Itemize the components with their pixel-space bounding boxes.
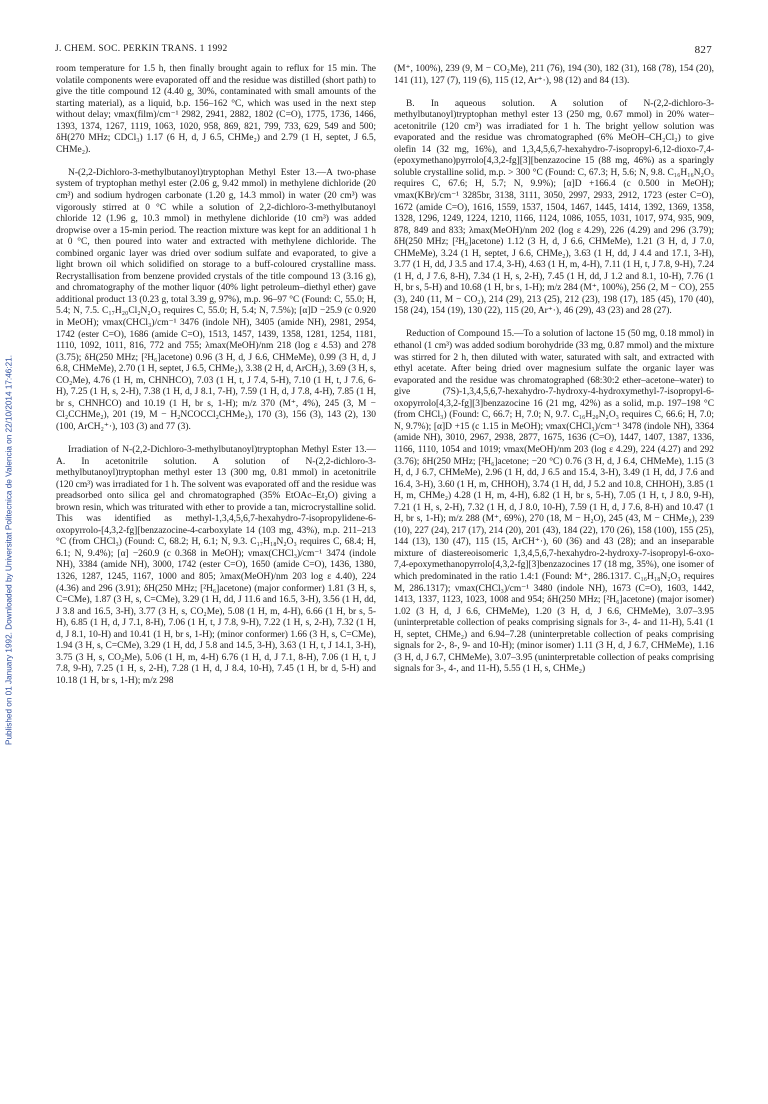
paragraph-mass-spec-continued: (M⁺, 100%), 239 (9, M − CO₂Me), 211 (76), 194 (30), 182 (31), 168 (78), 154 (20), 141 (11), 127 (7), 119 (6), 115 (12, Ar⁺·), 98 (12) and 84 (13). (394, 64, 714, 86)
page-header (55, 44, 712, 60)
right-column (394, 64, 714, 687)
paragraph-irradiation-aqueous: B. In aqueous solution. A solution of N-(2,2-dichloro-3-methylbutanoyl)tryptophan methyl ester 13 (250 mg, 0.67 mmol) in 20% water–acetonitrile (120 cm³) was irradiated for 1 h. The bright yellow solution was evaporated and the residue was chromatographed (6% MeOH–CH₂Cl₂) to give olefin 14 (32 mg, 16%), and 1,3,4,5,6,7-hexahydro-7-isopropyl-6,12-dioxo-7,4-(epoxymethano)pyrrolo[4,3,2-fg][3][benzazocine 15 (88 mg, 46%) as a sparingly soluble crystalline solid, m.p. > 300 °C (Found: C, 67.3; H, 5.6; N, 9.8. C₁₆H₁₆N₂O₃ requires C, 67.6; H, 5.7; N, 9.9%); [α]D +166.4 (c 0.500 in MeOH); νmax(KBr)/cm⁻¹ 3285br, 3138, 3111, 3050, 2997, 2933, 2912, 1723 (ester C=O), 1672 (amide C=O), 1616, 1559, 1537, 1504, 1467, 1445, 1414, 1392, 1369, 1358, 1328, 1296, 1249, 1224, 1210, 1166, 1124, 1086, 1055, 1031, 1017, 974, 935, 909, 878, 849 and 833; λmax(MeOH)/nm 202 (log ε 4.29), 226 (4.29) and 296 (3.79); δH(250 MHz; [²H₆]acetone) 1.12 (3 H, d, J 6.6, CHMeMe), 1.21 (3 H, d, J 7.0, CHMeMe), 3.24 (1 H, septet, J 6.6, CHMe₂), 3.63 (1 H, dd, J 4.4 and 17.1, 3-H), 3.77 (1 H, dd, J 3.5 and 17.4, 3-H), 4.63 (1 H, m, 4-H), 7.11 (1 H, t, J 7.8, 9-H), 7.24 (1 H, d, J 7.6, 8-H), 7.34 (1 H, s, 2-H), 7.45 (1 H, dd, J 1.2 and 8.1, 10-H), 7.76 (1 H, br s, 5-H) and 10.68 (1 H, br s, 1-H); m/z 284 (M⁺, 100%), 256 (2, M − CO), 255 (3), 240 (11, M − CO₂), 214 (29), 213 (25), 212 (23), 198 (17), 185 (45), 170 (40), 158 (24), 154 (19), 130 (22), 115 (20, Ar⁺·), 46 (29), 43 (23) and 28 (27). (394, 98, 714, 317)
page-number: 827 (694, 44, 712, 56)
paragraph-irradiation-acetonitrile: Irradiation of N-(2,2-Dichloro-3-methylbutanoyl)tryptophan Methyl Ester 13.—A. In acetonitrile solution. A solution of N-(2,2-dichloro-3-methylbutanoyl)tryptophan methyl ester 13 (300 mg, 0.81 mmol) in acetonitrile (120 cm³) was irradiated for 1 h. The solvent was evaporated off and the residue was preadsorbed onto silica gel and chromatographed (35% EtOAc–Et₂O) giving a brown resin, which was triturated with ether to provide a tan, microcrystalline solid. This was identified as methyl-1,3,4,5,6,7-hexahydro-7-isopropylidene-6-oxopyrrolo-[4,3,2-fg][benzazocine-4-carboxylate 14 (103 mg, 43%), m.p. 211–213 °C (from CHCl₃) (Found: C, 68.2; H, 6.1; N, 9.3. C₁₇H₁₈N₂O₃ requires C, 68.4; H, 6.1; N, 9.4%); [α] −260.9 (c 0.368 in MeOH); νmax(CHCl₃)/cm⁻¹ 3474 (indole NH), 3384 (amide NH), 3000, 1742 (ester C=O), 1650 (amide C=O), 1436, 1380, 1326, 1287, 1245, 1167, 1000 and 805; λmax(MeOH)/nm 203 log ε 4.40), 224 (4.36) and 296 (3.91); δH(250 MHz; [²H₆]acetone) (major conformer) 1.81 (3 H, s, C=CMe), 1.87 (3 H, s, C=CMe), 3.29 (1 H, dd, J 11.6 and 16.5, 3-H), 3.56 (1 H, dd, J 3.8 and 16.5, 3-H), 3.77 (3 H, s, CO₂Me), 5.08 (1 H, m, 4-H), 6.66 (1 H, br s, 5-H), 6.85 (1 H, d, J 7.1, 8-H), 7.06 (1 H, t, J 7.8, 9-H), 7.22 (1 H, s, 2-H), 7.32 (1 H, d, J 8.1, 10-H) and 10.41 (1 H, br s, 1-H); (minor conformer) 1.66 (3 H, s, C=CMe), 1.94 (3 H, s, C=CMe), 3.29 (1 H, dd, J 5.8 and 14.5, 3-H), 3.63 (1 H, t, J 14.1, 3-H), 3.75 (3 H, s, CO₂Me), 5.06 (1 H, m, 4-H) 6.76 (1 H, d, J 7.1, 8-H), 7.06 (1 H, t, J 7.8, 9-H), 7.25 (1 H, s, 2-H), 7.28 (1 H, d, J 8.4, 10-H), 7.45 (1 H, br d, 5-H) and 10.18 (1 H, br s, 1-H); m/z 298 (56, 444, 376, 686)
publication-sidebar (0, 120, 18, 980)
left-column (56, 64, 376, 699)
paragraph-compound-13-synthesis: N-(2,2-Dichloro-3-methylbutanoyl)tryptophan Methyl Ester 13.—A two-phase system of tryptophan methyl ester (2.06 g, 9.42 mmol) in methylene dichloride (20 cm³) and sodium hydrogen carbonate (1.20 g, 14.3 mmol) in water (20 cm³) was vigorously stirred at 0 °C while a solution of 2,2-dichloro-3-methylbutanoyl chloride 12 (1.96 g, 10.3 mmol) in methylene dichloride (10 cm³) was added dropwise over a 15-min period. The reaction mixture was kept for an additional 1 h at 0 °C, then poured into water and extracted with methylene dichloride. The combined organic layer was dried over sodium sulfate and evaporated, to give a light brown oil which solidified on storage to a buff-coloured crystalline mass. Recrystallisation from benzene provided crystals of the title compound 13 (3.16 g), and chromatography of the mother liquor (40% light petroleum–diethyl ether) gave additional product 13 (0.23 g, total 3.39 g, 97%), m.p. 96–97 °C (Found: C, 55.0; H, 5.4; N, 7.5. C₁₇H₂₀Cl₂N₂O₃ requires C, 55.0; H, 5.4; N, 7.5%); [α]D −25.9 (c 0.920 in MeOH); νmax(CHCl₃)/cm⁻¹ 3476 (indole NH), 3405 (amide NH), 2981, 2954, 1742 (ester C=O), 1686 (amide C=O), 1513, 1457, 1439, 1358, 1281, 1254, 1181, 1110, 1092, 1011, 816, 772 and 755; λmax(MeOH)/nm 218 (log ε 4.53) and 278 (3.75); δH(250 MHz; [²H₆]acetone) 0.96 (3 H, d, J 6.6, CHMeMe), 0.99 (3 H, d, J 6.8, CHMeMe), 2.70 (1 H, septet, J 6.5, CHMe₂), 3.38 (2 H, d, ArCH₂), 3.69 (3 H, s, CO₂Me), 4.76 (1 H, m, CHNHCO), 7.03 (1 H, t, J 7.4, 5-H), 7.10 (1 H, t, J 7.6, 6-H), 7.25 (1 H, s, 2-H), 7.38 (1 H, d, J 8.1, 7-H), 7.59 (1 H, d, J 7.8, 4-H), 7.85 (1 H, br s, CHNHCO) and 10.19 (1 H, br s, 1-H); m/z 370 (M⁺, 4%), 245 (3, M − Cl₂CCHMe₂), 201 (19, M − H₂NCOCCl₂CHMe₂), 170 (3), 156 (3), 143 (2), 130 (100, ArCH₂⁺·), 103 (3) and 77 (3). (56, 167, 376, 432)
publication-notice: Published on 01 January 1992. Downloaded by Universitat Politecnica de Valencia on 22/10/2014 17:46:21. (4, 355, 14, 745)
journal-running-head: J. CHEM. SOC. PERKIN TRANS. 1 1992 (55, 44, 228, 54)
paragraph-reduction-compound-15: Reduction of Compound 15.—To a solution of lactone 15 (50 mg, 0.18 mmol) in ethanol (1 cm³) was added sodium borohydride (33 mg, 0.87 mmol) and the mixture was stirred for 2 h, then diluted with water, saturated with salt, and extracted with ethyl acetate. After being dried over magnesium sulfate the organic layer was evaporated and the residue was chromatographed (68:30:2 ether–acetone–water) to give (7S)-1,3,4,5,6,7-hexahydro-7-hydroxy-4-hydroxymethyl-7-isopropyl-6-oxopyrrolo[4,3,2-fg][3]benzazocine 16 (21 mg, 42%) as a solid, m.p. 197–198 °C (from CHCl₃) (Found: C, 66.7; H, 7.0; N, 9.7. C₁₆H₂₀N₂O₃ requires C, 66.6; H, 7.0; N, 9.7%); [α]D +15 (c 1.15 in MeOH); νmax(CHCl₃)/cm⁻¹ 3478 (indole NH), 3364 (amide NH), 3010, 2967, 2938, 2877, 1675, 1636 (C=O), 1447, 1407, 1387, 1336, 1166, 1110, 1054 and 1019; νmax(MeOH)/nm 203 (log ε 4.29), 224 (4.27) and 292 (3.76); δH(250 MHz; [²H₆]acetone; −20 °C) 0.76 (3 H, d, J 6.4, CHMeMe), 1.15 (3 H, d, J 6.7, CHMeMe), 2.96 (1 H, dd, J 6.5 and 15.4, 3-H), 3.49 (1 H, dd, J 7.6 and 16.4, 3-H), 3.60 (1 H, m, CHHOH), 3.74 (1 H, dd, J 5.2 and 10.8, CHHOH), 3.85 (1 H, m, CHMe₂) 4.28 (1 H, m, 4-H), 6.82 (1 H, br s, 5-H), 7.05 (1 H, t, J 8.0, 9-H), 7.21 (1 H, s, 2-H), 7.32 (1 H, d, J 8.0, 10-H), 7.59 (1 H, d, J 7.6, 8-H) and 10.47 (1 H, br s, 1-H); m/z 288 (M⁺, 69%), 270 (18, M − H₂O), 245 (43, M − CHMe₂), 239 (10), 227 (24), 217 (17), 214 (20), 201 (43), 184 (22), 170 (26), 158 (100), 155 (25), 144 (13), 130 (47), 115 (15, ArCH⁺·), 60 (36) and 43 (28); and an inseparable mixture of diastereoisomeric 1,3,4,5,6,7-hexahydro-2-hydroxy-7-isopropyl-6-oxo-7,4-epoxymethanopyrrolo[4,3,2-fg][3]benzazocines 17 (18 mg, 35%), one isomer of which predominated in the ratio 1.4:1 (Found: M⁺, 286.1317. C₁₆H₁₈N₂O₃ requires M, 286.1317); νmax(CHCl₃)/cm⁻¹ 3480 (indole NH), 1673 (C=O), 1603, 1442, 1413, 1337, 1123, 1023, 1008 and 954; δH(250 MHz; [²H₆]acetone) (major isomer) 1.02 (3 H, d, J 6.6, CHMeMe), 1.20 (3 H, d, J 6.6, CHMeMe), 3.07–3.95 (uninterpretable collection of peaks comprising signals for 3-, 4- and 11-H), 5.41 (1 H, septet, CHMe₂) and 6.94–7.28 (uninterpretable collection of peaks comprising signals for 2-, 8-, 9- and 10-H); (minor isomer) 1.11 (3 H, d, J 6.7, CHMeMe), 1.16 (3 H, d, J 6.7, CHMeMe), 3.07–3.95 (uninterpretable collection of peaks comprising signals for 3-, 4-, and 11-H), 5.55 (1 H, s, CHMe₂) (394, 329, 714, 675)
paragraph-compound-12-end: room temperature for 1.5 h, then finally brought again to reflux for 15 min. The volatile components were evaporated off and the residue was distilled (short path) to give the title compound 12 (4.40 g, 30%, contaminated with small amounts of the starting material), as a liquid, b.p. 156–162 °C, which was used in the next step without delay; νmax(film)/cm⁻¹ 2982, 2941, 2882, 1802 (C=O), 1775, 1736, 1466, 1393, 1374, 1267, 1119, 1063, 1020, 958, 869, 821, 799, 733, 629, 549 and 500; δH(270 MHz; CDCl₃) 1.17 (6 H, d, J 6.5, CHMe₂) and 2.79 (1 H, septet, J 6.5, CHMe₂). (56, 64, 376, 155)
